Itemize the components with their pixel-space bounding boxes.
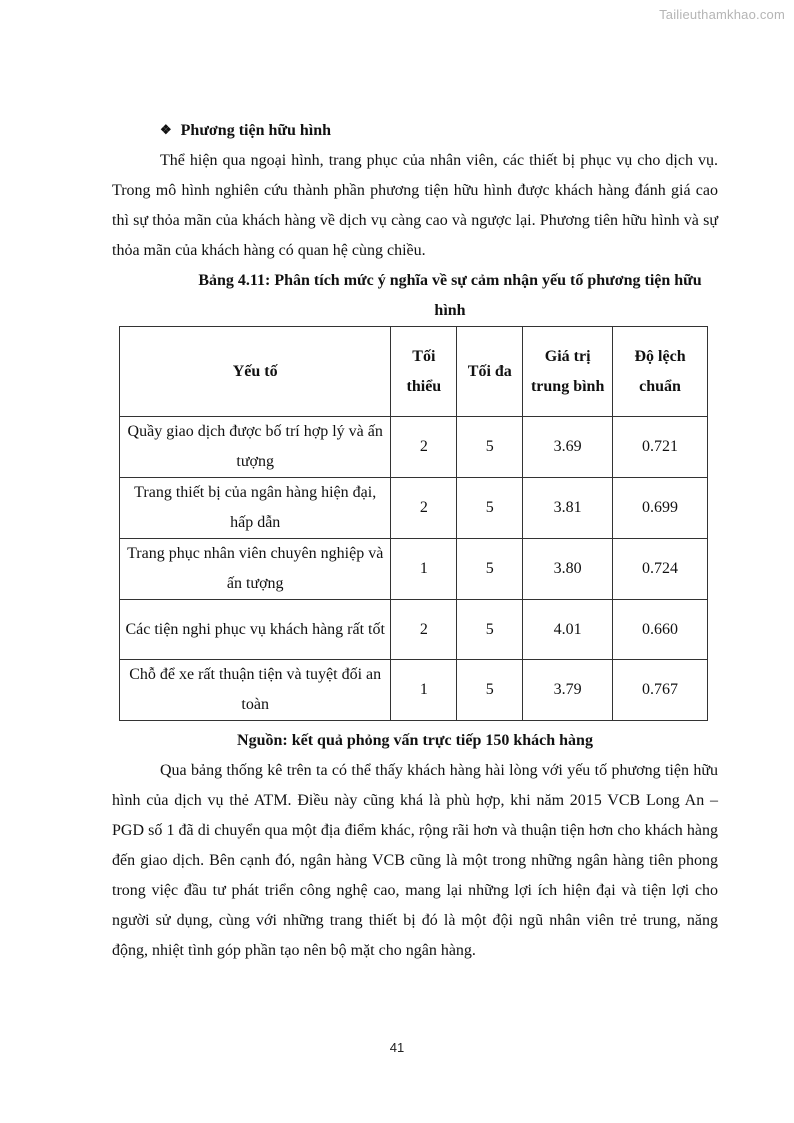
std-dev-cell: 0.660 (613, 600, 708, 660)
max-cell: 5 (457, 539, 523, 600)
table-row (120, 600, 708, 660)
column-header: Tối thiểu (391, 327, 457, 417)
page-number: 41 (389, 1040, 405, 1055)
table-row (120, 417, 708, 478)
std-dev-cell: 0.724 (613, 539, 708, 600)
factor-cell: Chỗ để xe rất thuận tiện và tuyệt đối an toàn (120, 660, 391, 721)
min-cell: 2 (391, 417, 457, 478)
table-row (120, 660, 708, 721)
factor-cell: Trang thiết bị của ngân hàng hiện đại, hấp dẫn (120, 478, 391, 539)
factor-cell: Quầy giao dịch được bố trí hợp lý và ấn tượng (120, 417, 391, 478)
max-cell: 5 (457, 417, 523, 478)
min-cell: 2 (391, 478, 457, 539)
factor-cell: Trang phục nhân viên chuyên nghiệp và ấn tượng (120, 539, 391, 600)
std-dev-cell: 0.767 (613, 660, 708, 721)
section-heading (160, 116, 718, 146)
section-paragraph: Thể hiện qua ngoại hình, trang phục của nhân viên, các thiết bị phục vụ cho dịch vụ. Trong mô hình nghiên cứu thành phần phương tiện hữu hình được khách hàng đánh giá cao thì sự thỏa mãn của khách hàng về dịch vụ càng cao và ngược lại. Phương tiên hữu hình và sự thỏa mãn của khách hàng có quan hệ cùng chiều. (112, 152, 718, 259)
table-row (120, 478, 708, 539)
column-header: Độ lệch chuẩn (613, 327, 708, 417)
min-cell: 2 (391, 600, 457, 660)
min-cell: 1 (391, 660, 457, 721)
table-caption: Bảng 4.11: Phân tích mức ý nghĩa về sự cảm nhận yếu tố phương tiện hữu hình (198, 272, 702, 319)
max-cell: 5 (457, 660, 523, 721)
column-header: Yếu tố (120, 327, 391, 417)
watermark: Tailieuthamkhao.com (659, 7, 785, 22)
table-row (120, 539, 708, 600)
column-header: Tối đa (457, 327, 523, 417)
conclusion-paragraph: Qua bảng thống kê trên ta có thể thấy khách hàng hài lòng với yếu tố phương tiện hữu hình của dịch vụ thẻ ATM. Điều này cũng khá là phù hợp, khi năm 2015 VCB Long An – PGD số 1 đã di chuyển qua một địa điểm khác, rộng rãi hơn và thuận tiện hơn cho khách hàng đến giao dịch. Bên cạnh đó, ngân hàng VCB cũng là một trong những ngân hàng tiên phong trong việc đầu tư phát triển công nghệ cao, mang lại những lợi ích hiện đại và tiện lợi cho người sử dụng, cùng với những trang thiết bị đó là một đội ngũ nhân viên trẻ trung, năng động, nhiệt tình góp phần tạo nên bộ mặt cho ngân hàng. (112, 762, 718, 959)
min-cell: 1 (391, 539, 457, 600)
mean-cell: 3.80 (523, 539, 613, 600)
mean-cell: 4.01 (523, 600, 613, 660)
factor-cell: Các tiện nghi phục vụ khách hàng rất tốt (120, 600, 391, 660)
column-header: Giá trị trung bình (523, 327, 613, 417)
std-dev-cell: 0.699 (613, 478, 708, 539)
statistics-table (119, 326, 708, 721)
table-header-row (120, 327, 708, 417)
max-cell: 5 (457, 600, 523, 660)
mean-cell: 3.69 (523, 417, 613, 478)
table-source: Nguồn: kết quả phỏng vấn trực tiếp 150 khách hàng (237, 732, 593, 749)
page-content (112, 116, 718, 966)
section-heading-text: Phương tiện hữu hình (180, 122, 331, 139)
max-cell: 5 (457, 478, 523, 539)
mean-cell: 3.79 (523, 660, 613, 721)
std-dev-cell: 0.721 (613, 417, 708, 478)
mean-cell: 3.81 (523, 478, 613, 539)
diamond-bullet-icon: ❖ (160, 122, 172, 137)
